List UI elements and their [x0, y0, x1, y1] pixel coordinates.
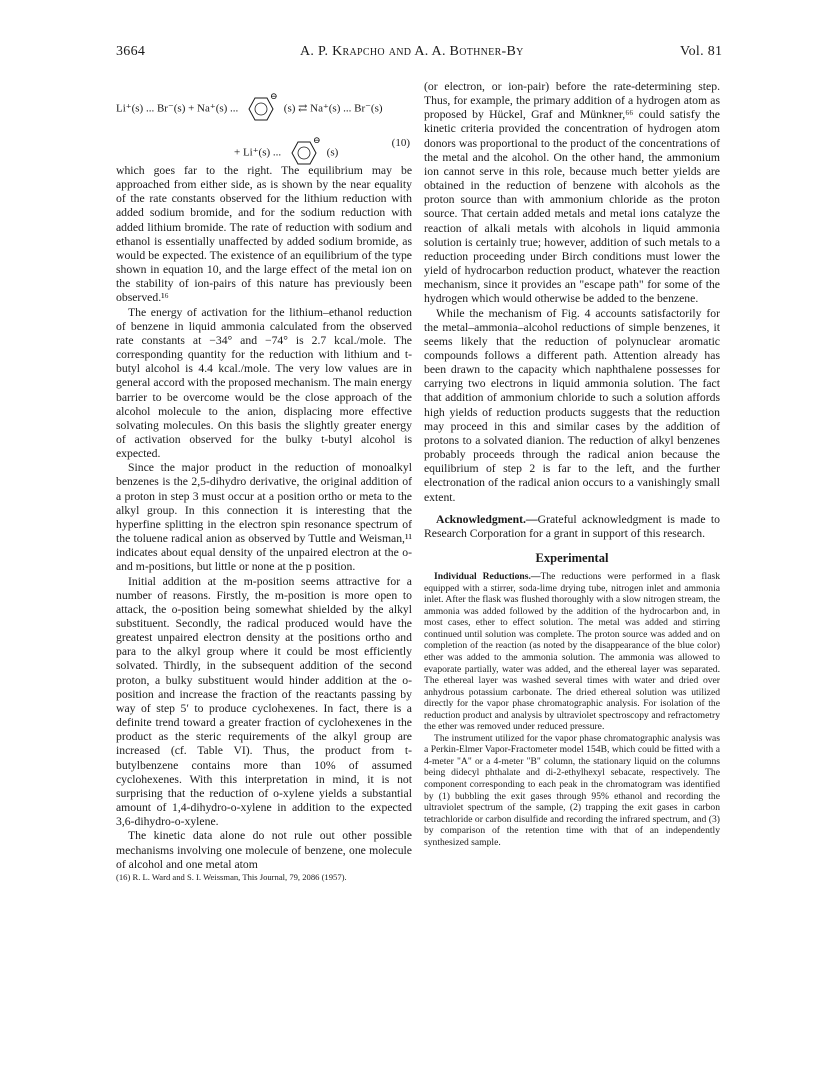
- acknowledgment-title: Acknowledgment.—: [436, 512, 538, 526]
- equation-line1-right: (s) ⇄ Na⁺(s) ... Br⁻(s): [283, 102, 383, 115]
- right-column: [424, 80, 720, 848]
- equation-10: [116, 80, 412, 158]
- paragraph-kinetic-data: The kinetic data alone do not rule out other possible mechanisms involving one molecule of benzene, one molecule of alcohol and one metal atom: [116, 829, 412, 871]
- running-title: A. P. Krapcho and A. A. Bothner-By: [300, 44, 524, 59]
- paragraph-equilibrium: which goes far to the right. The equilibrium may be approached from either side, as is shown by the near equality of the rate constants observed for the lithium reduction with added sodium bromide, and for the sodium reduction with added lithium bromide. The rate of reduction with sodium and ethanol is essentially unaffected by added sodium bromide, as would be expected. The existence of an equilibrium of the type shown in equation 10, and the large effect of the metal ion on the stability of ion-pairs of this nature has previously been observed.¹⁶: [116, 164, 412, 305]
- run-in-heading: Individual Reductions.—: [434, 571, 541, 583]
- paragraph-major-product: Since the major product in the reduction of monoalkyl benzenes is the 2,5-dihydro derivative, the original addition of a proton in step 3 must occur at a position ortho or meta to the alkyl group. In this connection it is interesting that the hyperfine splitting in the electron spin resonance spectrum of the toluene radical anion as observed by Tuttle and Weisman,¹¹ indicates about equal density of the unpaired electron at the o- and m-positions, but little or none at the p position.: [116, 461, 412, 574]
- charge-symbol: ⊖: [270, 92, 278, 102]
- equation-line2-right: (s): [326, 146, 339, 159]
- equation-line1-left: Li⁺(s) ... Br⁻(s) + Na⁺(s) ...: [116, 102, 239, 115]
- experimental-section: [424, 571, 720, 848]
- equation-line-2: [234, 136, 338, 170]
- volume-label: Vol. 81: [680, 44, 723, 59]
- acknowledgment-text: Grateful acknowledgment is made to Research Corporation for a grant in support of this research.: [424, 512, 720, 540]
- section-title-experimental: Experimental: [535, 551, 609, 565]
- benzene-anion-ring-icon-2: [284, 136, 324, 170]
- page-number: 3664: [116, 44, 146, 59]
- experimental-paragraph-2: The instrument utilized for the vapor phase chromatographic analysis was a Perkin-Elmer Vapor-Fractometer model 154B, which could be fitted with a 4-meter "A" or a 4-meter "B" column, the stationary liquid on the columns being didecyl phthalate and di-2-ethylhexyl sebacate, respectively. The component corresponding to each peak in the chromatogram was identified by (1) bubbling the exit gases through 95% ethanol and recording the ultraviolet spectrum of the sample, (2) trapping the exit gases in carbon tetrachloride or carbon disulfide and recording the infrared spectrum, and (3) by comparison of the retention time with that of an independently synthesized sample.: [424, 732, 720, 848]
- equation-line2-left: + Li⁺(s) ...: [234, 146, 282, 159]
- paragraph-electron-ion-pair: (or electron, or ion-pair) before the rate-determining step. Thus, for example, the primary addition of a hydrogen atom as proposed by Hückel, Graf and Münkner,⁶⁶ could satisfy the kinetic criteria provided the concentration of hydrogen atom donors was proportional to the product of the concentrations of the metal and the alcohol. On the other hand, the ammonium ion cannot serve in this role, because much better yields are obtained in the reduction of benzene with alcohols as the proton source than with ammonium chloride as the proton source. That certain added metals and metal ions catalyze the reaction of alkali metals with alcohols in liquid ammonia solution is certainly true; however, addition of such metals to a reduction proceeding under Birch conditions must lower the yield of hydrocarbon reduction product, whatever the reaction mechanism, since it provides an "escape path" for some of the hydrogen which would otherwise be added to the benzene.: [424, 80, 720, 306]
- equation-line-1: [116, 92, 383, 126]
- paragraph-activation-energy: The energy of activation for the lithium–ethanol reduction of benzene in liquid ammonia calculated from the observed rate constants at −34° and −74° is 2.7 kcal./mole. The corresponding quantity for the reduction with lithium and t-butyl alcohol is 4.4 kcal./mole. The very low values are in general accord with the proposed mechanism. The main energy barrier to be overcome would be the close approach of the alcohol molecule to the anion, displacing more effective solvating molecules. On this basis the slightly greater energy of activation observed for the bulky t-butyl alcohol is expected.: [116, 305, 412, 461]
- paragraph-m-position: Initial addition at the m-position seems attractive for a number of reasons. Firstly, the m-position is more open to attack, the o-position being somewhat shielded by the alkyl substituent. Secondly, the radical produced would have the greatest unpaired electron density at the positions ortho and para to the alkyl group where it could be most efficiently solvated. Thirdly, in the subsequent addition of the second proton, a bulky substituent would hinder addition at the o-position and increase the fraction of the reactants passing by way of step 5′ to produce cyclohexenes. In fact, there is a definite trend toward a greater fraction of cyclohexenes in the product as the steric requirements of the alkyl group are increased (cf. Table VI). Thus, the product from t-butylbenzene contains more than 10% of assumed cyclohexenes. With this interpretation in mind, it is not surprising that the reduction of o-xylene yields a substantial amount of 1,4-dihydro-o-xylene in addition to the expected 3,6-dihydro-o-xylene.: [116, 574, 412, 829]
- left-column: [116, 80, 412, 882]
- paragraph-polynuclear: While the mechanism of Fig. 4 accounts satisfactorily for the metal–ammonia–alcohol reductions of simple benzenes, it seems likely that the reduction of polynuclear aromatic compounds follows a different path. Attention already has been drawn to the capacity which naphthalene possesses for carrying two electrons in liquid ammonia solution. The fact that addition of ammonium chloride to such a solution affords high yields of reduction products suggests that the reduction may proceed in this and similar cases by the addition of protons to a solvated dianion. The reduction of alkyl benzenes probably proceeds through the radical anion because the equilibrium of step 2 is far to the left, and the further electronation of the radical anion occurs to a vanishingly small extent.: [424, 306, 720, 504]
- equation-number: (10): [391, 137, 410, 149]
- experimental-paragraph-1: [424, 571, 720, 733]
- experimental-text-1: The reductions were performed in a flask equipped with a stirrer, soda-lime drying tube, nitrogen inlet and ammonia inlet. After the flask was flushed thoroughly with a slow nitrogen stream, the ammonia was added followed by the addition of the hydrocarbon and, in most cases, ether to effect solution. The metal was added and stirring continued until solution was complete. The proton source was added and on completion of the reaction (as noted by the disappearance of the blue color) ether was added to the ammonia solution. The ammonia was allowed to evaporate partially, water was added, and the ethereal layer was separated. The ethereal layer was washed several times with water and dried over anhydrous potassium carbonate. The dried ethereal solution was utilized directly for the vapor phase chromatographic analysis. For isolation of the reduction product and analysis by ultraviolet spectroscopy and refractometry the ether was removed under reduced pressure.: [424, 571, 720, 733]
- charge-symbol-2: ⊖: [312, 136, 321, 146]
- benzene-anion-ring-icon: [241, 92, 281, 126]
- footnote-16: (16) R. L. Ward and S. I. Weissman, This Journal, 79, 2086 (1957).: [116, 871, 347, 882]
- acknowledgment: [424, 513, 720, 541]
